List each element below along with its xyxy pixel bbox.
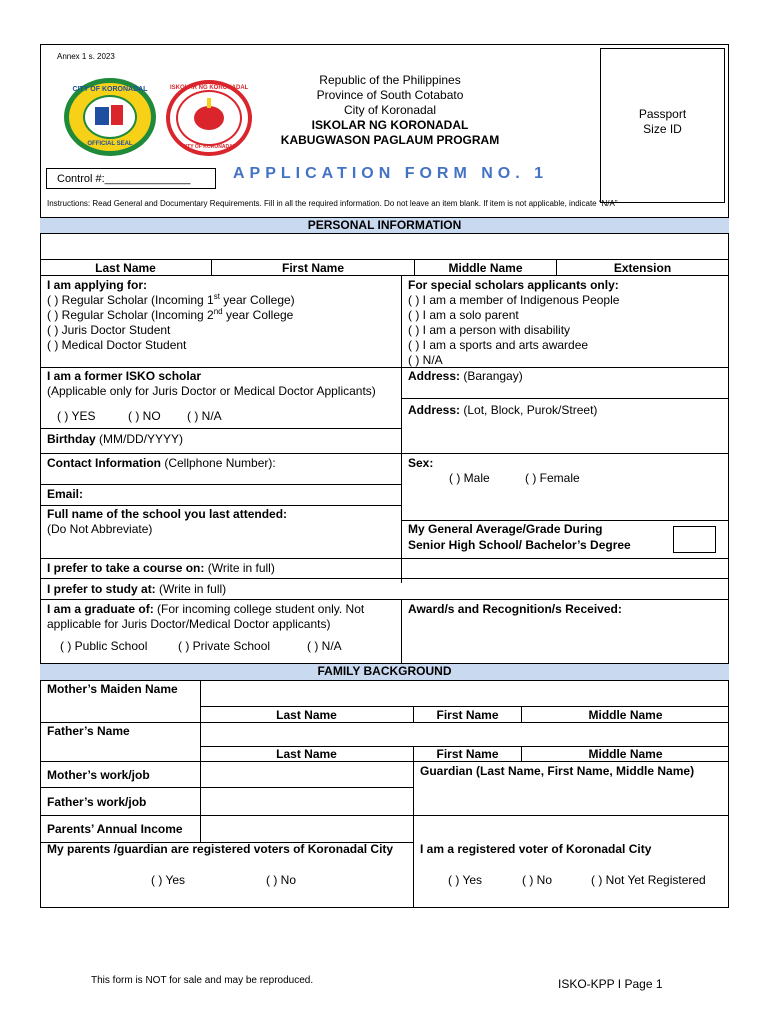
school-attended-note: (Do Not Abbreviate) [47,522,153,536]
header-program-subtitle: KABUGWASON PAGLAUM PROGRAM [280,133,500,147]
control-number-box[interactable] [46,168,216,189]
father-job-label: Father’s work/job [47,795,147,809]
section-personal-info: PERSONAL INFORMATION [40,217,729,234]
parents-voters-label: My parents /guardian are registered voters of Koronadal City [47,842,394,856]
former-no-option[interactable]: ( ) NO [128,409,161,423]
contact-field[interactable]: Contact Information (Cellphone Number): [47,456,276,470]
school-attended-label[interactable]: Full name of the school you last attended: [47,507,288,521]
option-pwd[interactable]: ( ) I am a person with disability [408,323,571,337]
mother-name-input[interactable] [201,682,729,706]
option-juris-doctor[interactable]: ( ) Juris Doctor Student [47,323,171,337]
mother-col-first: First Name [436,708,499,722]
sex-male-option[interactable]: ( ) Male [449,471,490,485]
mother-job-input[interactable] [201,762,413,787]
birthday-field[interactable]: Birthday (MM/DD/YYYY) [47,432,184,446]
option-regular-2nd[interactable]: ( ) Regular Scholar (Incoming 2nd year College [47,307,294,322]
seal2-top-text: ISKOLAR NG KORONADAL [170,85,249,91]
address-barangay-field[interactable]: Address: (Barangay) [408,369,523,383]
applying-for-title: I am applying for: [47,278,148,292]
option-indigenous[interactable]: ( ) I am a member of Indigenous People [408,293,620,307]
email-field[interactable]: Email: [47,487,84,501]
self-voter-not-yet[interactable]: ( ) Not Yet Registered [591,873,706,887]
iskolar-seal-logo [166,80,252,156]
father-name-label: Father’s Name [47,724,130,738]
header-city: City of Koronadal [343,103,437,117]
grad-private-option[interactable]: ( ) Private School [178,639,271,653]
seal1-bottom-text: OFFICIAL SEAL [87,141,133,147]
sex-female-option[interactable]: ( ) Female [525,471,580,485]
self-voter-label: I am a registered voter of Koronadal City [420,842,652,856]
passport-label-2: Size ID [643,122,682,136]
former-scholar-note: (Applicable only for Juris Doctor or Medical Doctor Applicants) [47,384,376,398]
sex-label: Sex: [408,456,434,470]
col-first-name: First Name [281,261,345,275]
option-sports-arts[interactable]: ( ) I am a sports and arts awardee [408,338,589,352]
col-extension: Extension [613,261,672,275]
option-medical-doctor[interactable]: ( ) Medical Doctor Student [47,338,187,352]
graduate-of-label: I am a graduate of: (For incoming college student only. Not [47,602,365,616]
mother-maiden-name-label: Mother’s Maiden Name [47,682,178,696]
father-col-first: First Name [436,747,499,761]
grad-public-option[interactable]: ( ) Public School [60,639,148,653]
header-province: Province of South Cotabato [316,88,464,102]
address-street-field[interactable]: Address: (Lot, Block, Purok/Street) [408,403,598,417]
preferred-school-field[interactable]: I prefer to study at: (Write in full) [47,582,227,596]
self-voter-yes[interactable]: ( ) Yes [448,873,483,887]
header-program-name: ISKOLAR NG KORONADAL [311,118,469,132]
passport-photo-box[interactable] [600,48,725,203]
father-col-middle: Middle Name [588,747,663,761]
guardian-field[interactable]: Guardian (Last Name, First Name, Middle Name) [420,764,695,778]
form-title: APPLICATION FORM NO. 1 [233,165,549,182]
father-col-last: Last Name [276,747,337,761]
preferred-course-field[interactable]: I prefer to take a course on: (Write in full) [47,561,275,575]
self-voter-no[interactable]: ( ) No [522,873,552,887]
mother-col-middle: Middle Name [588,708,663,722]
option-special-na[interactable]: ( ) N/A [408,353,443,367]
income-label: Parents’ Annual Income [47,822,183,836]
gwa-label-2: Senior High School/ Bachelor’s Degree [408,538,631,552]
parents-voter-yes[interactable]: ( ) Yes [151,873,186,887]
grad-na-option[interactable]: ( ) N/A [307,639,342,653]
father-job-input[interactable] [201,788,413,815]
city-seal-logo [64,78,156,156]
former-yes-option[interactable]: ( ) YES [57,409,96,423]
awards-field[interactable]: Award/s and Recognition/s Received: [408,602,622,616]
special-scholars-title: For special scholars applicants only: [408,278,619,292]
footer-page-number: ISKO-KPP I Page 1 [558,977,663,991]
former-na-option[interactable]: ( ) N/A [187,409,222,423]
mother-job-label: Mother’s work/job [47,768,150,782]
mother-col-last: Last Name [276,708,337,722]
section-family-background: FAMILY BACKGROUND [40,663,729,681]
footer-note: This form is NOT for sale and may be reproduced. [91,975,314,986]
income-input[interactable] [201,816,413,842]
graduate-of-note: applicable for Juris Doctor/Medical Doctor applicants) [47,617,331,631]
annex-label: Annex 1 s. 2023 [57,52,115,61]
control-number-label: Control #:______________ [57,173,191,185]
gwa-input-box[interactable] [673,526,716,553]
gwa-label-1: My General Average/Grade During [408,522,603,536]
passport-label-1: Passport [638,107,687,121]
col-last-name: Last Name [95,261,156,275]
seal2-bottom-text: CITY OF KORONADAL [182,144,236,150]
applicant-name-field[interactable] [40,235,729,259]
option-solo-parent[interactable]: ( ) I am a solo parent [408,308,519,322]
seal1-top-text: CITY OF KORONADAL [72,86,148,93]
col-middle-name: Middle Name [448,261,523,275]
father-name-input[interactable] [201,723,729,746]
instructions-text: Instructions: Read General and Documentary Requirements. Fill in all the required information. Do not leave an item blank. If item is not applicable, indicate “N/A” [47,199,618,208]
former-scholar-title: I am a former ISKO scholar [47,369,202,383]
option-regular-1st[interactable]: ( ) Regular Scholar (Incoming 1st year College) [47,292,295,307]
header-republic: Republic of the Philippines [319,73,461,87]
parents-voter-no[interactable]: ( ) No [266,873,296,887]
